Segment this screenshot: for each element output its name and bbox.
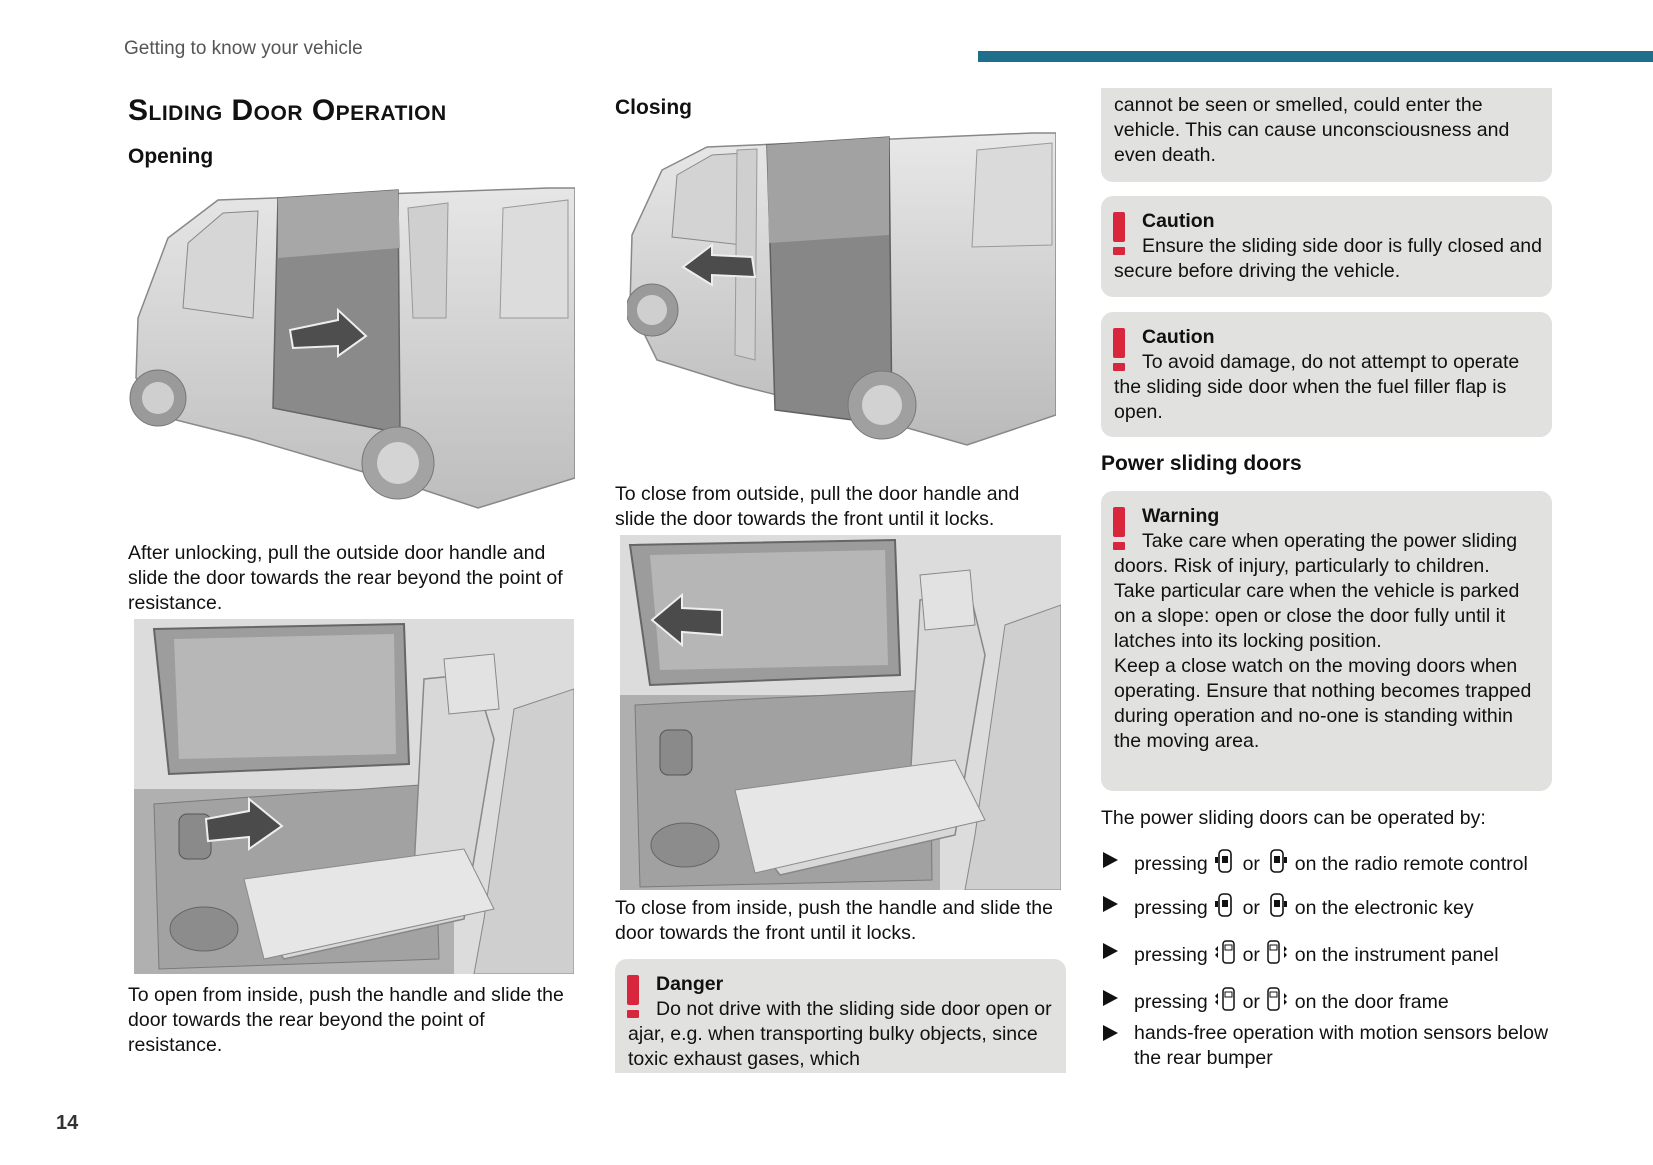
danger-box <box>615 959 1066 1073</box>
power-sliding-doors-heading: Power sliding doors <box>1101 452 1302 475</box>
operated-by-intro: The power sliding doors can be operated by: <box>1101 807 1486 829</box>
list-item: pressing or on the electronic key <box>1103 892 1553 921</box>
caution-2-text: To avoid damage, do not attempt to operate the sliding side door when the fuel filler flap is open. <box>1114 351 1520 423</box>
door-interior-opening-illustration <box>134 619 574 974</box>
running-header: Getting to know your vehicle <box>124 38 363 59</box>
opening-heading: Opening <box>128 145 214 168</box>
header-accent-bar <box>978 51 1653 62</box>
page-title: Sliding Door Operation <box>128 94 447 127</box>
bullet-triangle-icon <box>1103 852 1118 868</box>
caution-2-title: Caution <box>1142 326 1215 348</box>
page-number: 14 <box>56 1112 79 1134</box>
list-item: pressing or on the door frame <box>1103 986 1553 1015</box>
opening-outside-instruction: After unlocking, pull the outside door handle and slide the door towards the rear beyond the point of resistance. <box>128 542 563 614</box>
list-item: hands-free operation with motion sensors below the rear bumper <box>1103 1021 1553 1071</box>
warning-box <box>1101 491 1552 791</box>
panel-right-door-icon <box>1265 939 1289 965</box>
closing-heading: Closing <box>615 96 692 119</box>
closing-outside-instruction: To close from outside, pull the door handle and slide the door towards the front until it locks. <box>615 483 1020 530</box>
van-exterior-opening-illustration <box>128 178 575 534</box>
operation-methods-list <box>1103 848 1553 1071</box>
frame-right-door-icon <box>1265 986 1289 1012</box>
closing-inside-instruction: To close from inside, push the handle and slide the door towards the front until it locks. <box>615 897 1053 944</box>
van-exterior-closing-illustration <box>627 125 1056 475</box>
list-item: pressing or on the radio remote control <box>1103 848 1553 877</box>
caution-1-title: Caution <box>1142 210 1215 232</box>
bullet-triangle-icon <box>1103 943 1118 959</box>
warning-text-1: Take care when operating the power sliding doors. Risk of injury, particularly to children. <box>1114 530 1518 577</box>
bullet-triangle-icon <box>1103 896 1118 912</box>
remote-right-door-icon <box>1265 848 1289 874</box>
opening-inside-instruction: To open from inside, push the handle and slide the door towards the rear beyond the point of resistance. <box>128 984 564 1056</box>
danger-continued-text: cannot be seen or smelled, could enter the vehicle. This can cause unconsciousness and even death. <box>1114 94 1510 166</box>
caution-box-2 <box>1101 312 1552 437</box>
warning-title: Warning <box>1142 505 1220 527</box>
bullet-triangle-icon <box>1103 990 1118 1006</box>
bullet-triangle-icon <box>1103 1025 1118 1041</box>
danger-title: Danger <box>656 973 724 995</box>
door-interior-closing-illustration <box>620 535 1061 890</box>
frame-left-door-icon <box>1213 986 1237 1012</box>
warning-text-3: Keep a close watch on the moving doors when operating. Ensure that nothing becomes trapped during operation and no-one is standing within the moving area. <box>1114 655 1532 752</box>
key-right-door-icon <box>1265 892 1289 918</box>
danger-box-continued <box>1101 88 1552 182</box>
panel-left-door-icon <box>1213 939 1237 965</box>
warning-text-2: Take particular care when the vehicle is parked on a slope: open or close the door fully until it latches into its locking position. <box>1114 580 1520 652</box>
caution-1-text: Ensure the sliding side door is fully closed and secure before driving the vehicle. <box>1114 235 1542 282</box>
danger-text: Do not drive with the sliding side door open or ajar, e.g. when transporting bulky objects, since toxic exhaust gases, which <box>628 998 1052 1070</box>
remote-left-door-icon <box>1213 848 1237 874</box>
list-item: pressing or on the instrument panel <box>1103 939 1553 968</box>
key-left-door-icon <box>1213 892 1237 918</box>
caution-box-1 <box>1101 196 1552 297</box>
